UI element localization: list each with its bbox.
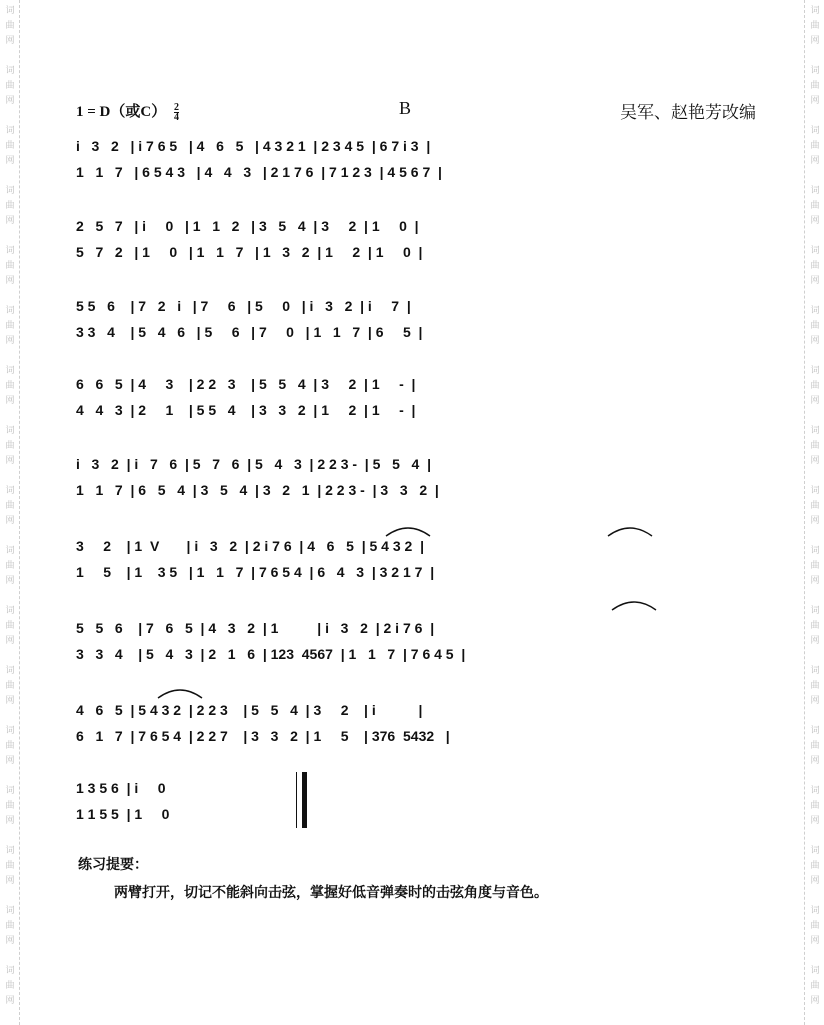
watermark-glyphs: 词 曲 网 bbox=[810, 306, 820, 346]
watermark-glyphs: 词 曲 网 bbox=[810, 906, 820, 946]
watermark-glyphs: 词 曲 网 bbox=[810, 546, 820, 586]
watermark-glyphs: 词 曲 网 bbox=[5, 846, 15, 886]
slur-mark bbox=[606, 524, 654, 538]
watermark-glyphs: 词 曲 网 bbox=[810, 366, 820, 406]
watermark-glyphs: 词 曲 网 bbox=[5, 966, 15, 1006]
watermark-glyphs: 词 曲 网 bbox=[5, 546, 15, 586]
watermark-glyphs: 词 曲 网 bbox=[810, 66, 820, 106]
watermark-glyphs: 词 曲 网 bbox=[5, 906, 15, 946]
practice-tips bbox=[78, 854, 548, 901]
watermark-glyphs: 词 曲 网 bbox=[5, 366, 15, 406]
watermark-glyphs: 词 曲 网 bbox=[810, 126, 820, 166]
upper-voice: 6 6 5 | 4 3 | 2 2 3 | 5 5 4 | 3 2 | 1 - | bbox=[76, 376, 416, 392]
watermark-glyphs: 词 曲 网 bbox=[810, 846, 820, 886]
lower-voice: 1 1 7 | 6 5 4 3 | 4 4 3 | 2 1 7 6 | 7 1 2 3 | 4 5 6 7 | bbox=[76, 164, 442, 180]
watermark-glyphs: 词 曲 网 bbox=[810, 486, 820, 526]
final-barline-thin bbox=[296, 772, 297, 828]
watermark-glyphs: 词 曲 网 bbox=[5, 426, 15, 466]
upper-voice: 5 5 6 | 7 6 5 | 4 3 2 | 1 | i 3 2 | 2 i 7 6 | bbox=[76, 620, 435, 636]
lower-voice: 1 1 5 5 | 1 0 bbox=[76, 806, 178, 822]
upper-voice: i 3 2 | i 7 6 5 | 4 6 5 | 4 3 2 1 | 2 3 4 5 | 6 7 i 3 | bbox=[76, 138, 431, 154]
lower-voice: 1 5 | 1 3 5 | 1 1 7 | 7 6 5 4 | 6 4 3 | 3 2 1 7 | bbox=[76, 564, 435, 580]
watermark-glyphs: 词 曲 网 bbox=[5, 306, 15, 346]
watermark-glyphs: 词 曲 网 bbox=[5, 186, 15, 226]
watermark-glyphs: 词 曲 网 bbox=[5, 726, 15, 766]
upper-voice: 5 5 6 | 7 2 i | 7 6 | 5 0 | i 3 2 | i 7 | bbox=[76, 298, 411, 314]
final-barline bbox=[302, 772, 307, 828]
left-watermark-strip bbox=[0, 0, 20, 1025]
upper-voice: i 3 2 | i 7 6 | 5 7 6 | 5 4 3 | 2 2 3 - | 5 5 4 | bbox=[76, 456, 432, 472]
watermark-glyphs: 词 曲 网 bbox=[810, 966, 820, 1006]
watermark-glyphs: 词 曲 网 bbox=[5, 666, 15, 706]
upper-voice: 2 5 7 | i 0 | 1 1 2 | 3 5 4 | 3 2 | 1 0 | bbox=[76, 218, 419, 234]
lower-voice: 1 1 7 | 6 5 4 | 3 5 4 | 3 2 1 | 2 2 3 - | 3 3 2 | bbox=[76, 482, 439, 498]
time-signature: $\frac{2}{4}$ bbox=[173, 102, 179, 124]
watermark-glyphs: 词 曲 网 bbox=[5, 486, 15, 526]
watermark-glyphs: 词 曲 网 bbox=[5, 606, 15, 646]
watermark-glyphs: 词 曲 网 bbox=[5, 6, 15, 46]
watermark-glyphs: 词 曲 网 bbox=[5, 246, 15, 286]
right-watermark-strip bbox=[804, 0, 824, 1025]
watermark-glyphs: 词 曲 网 bbox=[810, 606, 820, 646]
watermark-glyphs: 词 曲 网 bbox=[810, 666, 820, 706]
key-signature: 1 = D（或C） $\frac{2}{4}$ bbox=[76, 102, 179, 124]
watermark-glyphs: 词 曲 网 bbox=[810, 786, 820, 826]
watermark-glyphs: 词 曲 网 bbox=[5, 66, 15, 106]
watermark-glyphs: 词 曲 网 bbox=[5, 126, 15, 166]
slur-mark bbox=[610, 598, 658, 612]
lower-voice: 6 1 7 | 7 6 5 4 | 2 2 7 | 3 3 2 | 1 5 | 376 5432 | bbox=[76, 728, 450, 744]
watermark-glyphs: 词 曲 网 bbox=[810, 6, 820, 46]
lower-voice: 3 3 4 | 5 4 3 | 2 1 6 | 123 4567 | 1 1 7 | 7 6 4 5 | bbox=[76, 646, 466, 662]
tips-text: 两臂打开，切记不能斜向击弦，掌握好低音弹奏时的击弦角度与音色。 bbox=[114, 885, 548, 901]
slur-mark bbox=[384, 524, 432, 538]
upper-voice: 3 2 | 1 V | i 3 2 | 2 i 7 6 | 4 6 5 | 5 4 3 2 | bbox=[76, 538, 425, 554]
section-mark: B bbox=[399, 98, 412, 118]
upper-voice: 4 6 5 | 5 4 3 2 | 2 2 3 | 5 5 4 | 3 2 | i | bbox=[76, 702, 423, 718]
score-header bbox=[76, 98, 756, 122]
arranger-credit: 吴军、赵艳芳改编 bbox=[620, 103, 756, 123]
watermark-glyphs: 词 曲 网 bbox=[810, 426, 820, 466]
lower-voice: 5 7 2 | 1 0 | 1 1 7 | 1 3 2 | 1 2 | 1 0 | bbox=[76, 244, 423, 260]
watermark-glyphs: 词 曲 网 bbox=[810, 246, 820, 286]
lower-voice: 3 3 4 | 5 4 6 | 5 6 | 7 0 | 1 1 7 | 6 5 | bbox=[76, 324, 423, 340]
upper-voice: 1 3 5 6 | i 0 bbox=[76, 780, 174, 796]
watermark-glyphs: 词 曲 网 bbox=[5, 786, 15, 826]
watermark-glyphs: 词 曲 网 bbox=[810, 726, 820, 766]
watermark-glyphs: 词 曲 网 bbox=[810, 186, 820, 226]
tips-title: 练习提要： bbox=[78, 857, 148, 873]
lower-voice: 4 4 3 | 2 1 | 5 5 4 | 3 3 2 | 1 2 | 1 - | bbox=[76, 402, 416, 418]
slur-mark bbox=[156, 686, 204, 700]
